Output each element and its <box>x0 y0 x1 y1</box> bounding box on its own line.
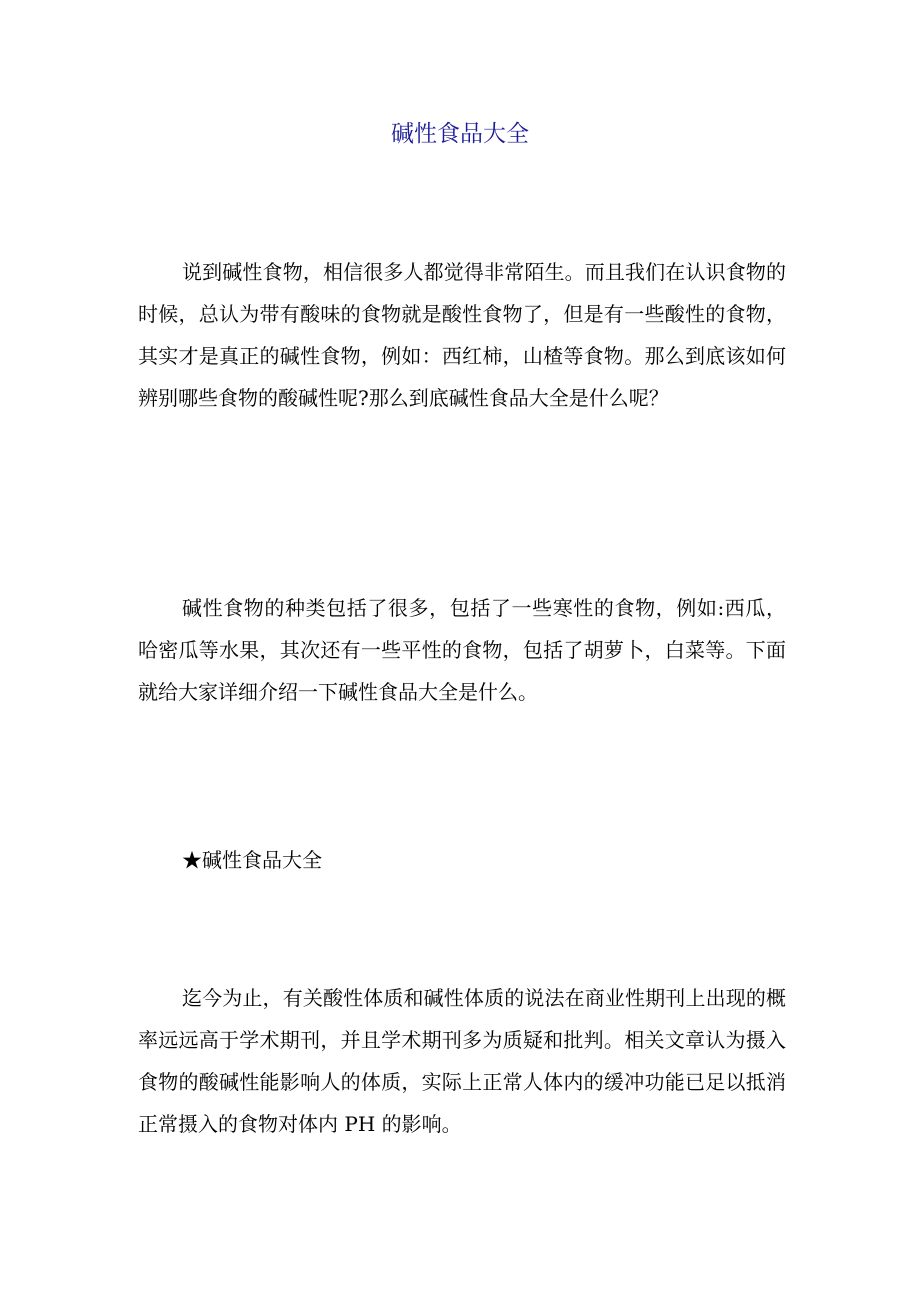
document-title: 碱性食品大全 <box>391 121 529 147</box>
paragraph-types: 碱性食物的种类包括了很多，包括了一些寒性的食物，例如:西瓜，哈密瓜等水果，其次还有一些平性的食物，包括了胡萝卜，白菜等。下面就给大家详细介绍一下碱性食品大全是什么。 <box>138 596 786 704</box>
section-heading: ★碱性食品大全 <box>182 848 322 872</box>
paragraph-intro: 说到碱性食物，相信很多人都觉得非常陌生。而且我们在认识食物的时候，总认为带有酸味的食物就是酸性食物了，但是有一些酸性的食物，其实才是真正的碱性食物，例如：西红柿，山楂等食物。那么到底该如何辨别哪些食物的酸碱性呢?那么到底碱性食品大全是什么呢？ <box>138 260 786 410</box>
paragraph-research: 迄今为止，有关酸性体质和碱性体质的说法在商业性期刊上出现的概率远远高于学术期刊，并且学术期刊多为质疑和批判。相关文章认为摄入食物的酸碱性能影响人的体质，实际上正常人体内的缓冲功能已足以抵消正常摄入的食物对体内 PH 的影响。 <box>138 986 786 1136</box>
